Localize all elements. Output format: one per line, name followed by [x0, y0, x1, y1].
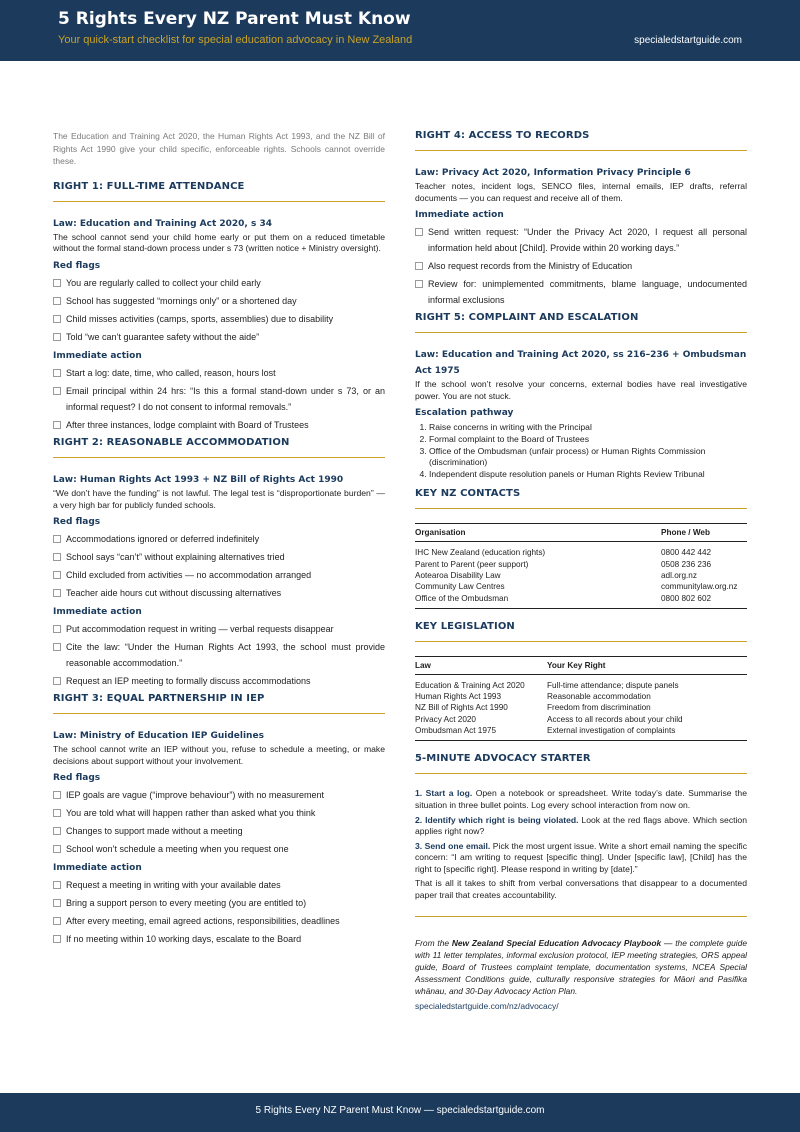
table-cell: Parent to Parent (peer support) [415, 559, 529, 569]
table-row [415, 725, 747, 741]
table-cell: Community Law Centres [415, 582, 505, 592]
checklist-item-label: Child misses activities (camps, sports, assemblies) due to disability [66, 313, 334, 324]
checkbox-icon[interactable] [53, 899, 61, 907]
checklist-item[interactable] [53, 621, 385, 637]
right-heading: RIGHT 3: EQUAL PARTNERSHIP IN IEP [53, 693, 385, 714]
table-cell: IHC New Zealand (education rights) [415, 548, 546, 558]
checkbox-icon[interactable] [53, 625, 61, 633]
checklist-item-label: Email principal within 24 hrs: “Is this a formal stand-down under s 73, or an informal request? I do not consent to informal removals.” [66, 385, 385, 412]
legislation-heading: KEY LEGISLATION [415, 621, 747, 642]
law-title: Law: Privacy Act 2020, Information Privacy Principle 6 [415, 168, 691, 178]
action-list [415, 224, 747, 308]
checklist-item-label: Told “we can’t guarantee safety without the aide” [66, 331, 260, 342]
red-flags-heading: Red flags [53, 260, 101, 271]
table-cell: Human Rights Act 1993 [415, 692, 502, 702]
checklist-item-label: School says “can’t” without explaining alternatives tried [66, 552, 285, 563]
action-heading: Immediate action [53, 607, 142, 618]
checklist-item[interactable] [53, 417, 385, 433]
page-footer [0, 1093, 800, 1132]
table-cell: Privacy Act 2020 [415, 714, 476, 724]
starter-step-text: Open a notebook or spreadsheet. Write today’s date. Summarise the situation in three bullet points. Log every school interaction from now on. [415, 788, 747, 810]
checklist-item-label: Also request records from the Ministry of Education [428, 261, 633, 272]
checklist-item-label: Changes to support made without a meeting [66, 826, 243, 837]
intro-text: The Education and Training Act 2020, the Human Rights Act 1993, and the NZ Bill of Rights Act 1990 give your child specific, enforceable rights. Schools cannot override these. [53, 131, 385, 167]
law-text: Teacher notes, incident logs, SENCO files, internal emails, IEP drafts, referral documents — you can request and receive all of them. [415, 181, 747, 203]
checkbox-icon[interactable] [53, 935, 61, 943]
checklist-item[interactable] [53, 567, 385, 583]
action-heading: Immediate action [53, 350, 142, 361]
escalation-pathway-list [415, 422, 747, 480]
checkbox-icon[interactable] [53, 677, 61, 685]
red-flags-heading: Red flags [53, 773, 101, 784]
red-flags-list [53, 531, 385, 601]
promo-text [415, 937, 747, 997]
checkbox-icon[interactable] [53, 279, 61, 287]
pathway-heading: Escalation pathway [415, 408, 514, 419]
checklist-item[interactable] [53, 365, 385, 381]
table-cell: Office of the Ombudsman [415, 593, 661, 609]
header-site-link[interactable]: specialedstartguide.com [634, 35, 742, 46]
checkbox-icon[interactable] [53, 535, 61, 543]
law-title: Law: Education and Training Act 2020, s 34 [53, 218, 273, 229]
checkbox-icon[interactable] [53, 827, 61, 835]
legislation-section [415, 621, 747, 741]
checklist-item-label: Put accommodation request in writing — verbal requests disappear [66, 624, 334, 635]
table-cell[interactable]: 0508 236 236 [661, 559, 712, 569]
checkbox-icon[interactable] [53, 369, 61, 377]
table-cell[interactable]: communitylaw.org.nz [661, 582, 738, 592]
checklist-item[interactable] [53, 805, 385, 821]
contacts-section [415, 488, 747, 608]
checkbox-icon[interactable] [415, 262, 423, 270]
table-row [415, 542, 747, 559]
checkbox-icon[interactable] [53, 791, 61, 799]
red-flags-list [53, 275, 385, 345]
checklist-item-label: Accommodations ignored or deferred indefinitely [66, 534, 260, 545]
checklist-item-label: Teacher aide hours cut without discussing alternatives [66, 588, 282, 599]
right-3-section [53, 693, 385, 947]
checklist-item[interactable] [53, 549, 385, 565]
checkbox-icon[interactable] [53, 387, 61, 395]
right-2-section [53, 437, 385, 689]
checklist-item[interactable] [415, 224, 747, 256]
table-cell: Education & Training Act 2020 [415, 680, 525, 690]
right-5-section [415, 312, 747, 480]
checkbox-icon[interactable] [53, 589, 61, 597]
checklist-item-label: After every meeting, email agreed actions, responsibilities, deadlines [66, 916, 340, 927]
checklist-item-label: School has suggested “mornings only” or a shortened day [66, 295, 297, 306]
checklist-item[interactable] [53, 841, 385, 857]
checklist-item-label: Child excluded from activities — no accommodation arranged [66, 570, 312, 581]
checklist-item-label: Review for: unimplemented commitments, blame language, undocumented informal exclusions [428, 279, 747, 306]
promo-lead: From the [415, 937, 452, 948]
checkbox-icon[interactable] [53, 881, 61, 889]
checklist-item[interactable] [53, 895, 385, 911]
checklist-item-label: If no meeting within 10 working days, escalate to the Board [66, 934, 302, 945]
starter-heading: 5-MINUTE ADVOCACY STARTER [415, 753, 747, 774]
checklist-item[interactable] [53, 383, 385, 415]
checklist-item-label: Bring a support person to every meeting (you are entitled to) [66, 898, 307, 909]
table-cell: Full-time attendance; dispute panels [547, 680, 679, 690]
promo-link[interactable]: specialedstartguide.com/nz/advocacy/ [415, 1000, 559, 1011]
advocacy-starter-section [415, 753, 747, 901]
checkbox-icon[interactable] [53, 809, 61, 817]
checklist-item[interactable] [53, 585, 385, 601]
law-text: The school cannot write an IEP without you, refuse to schedule a meeting, or make decisions about support without your involvement. [53, 744, 385, 766]
table-row [415, 702, 747, 713]
checkbox-icon[interactable] [53, 297, 61, 305]
right-heading: RIGHT 2: REASONABLE ACCOMMODATION [53, 437, 385, 458]
law-title: Law: Ministry of Education IEP Guidelines [53, 731, 264, 742]
checklist-item[interactable] [53, 329, 385, 345]
starter-step-label: 1. Start a log. [415, 788, 473, 799]
legislation-table [415, 656, 747, 741]
table-header: Law [415, 656, 547, 674]
right-heading: RIGHT 4: ACCESS TO RECORDS [415, 130, 747, 151]
checklist-item[interactable] [53, 293, 385, 309]
checklist-item[interactable] [53, 639, 385, 671]
starter-step-label: 2. Identify which right is being violated. [415, 814, 579, 825]
page-header [0, 0, 800, 61]
action-list [53, 621, 385, 689]
table-cell: Freedom from discrimination [547, 703, 651, 713]
table-cell: Ombudsman Act 1975 [415, 725, 547, 741]
table-row [415, 559, 747, 570]
checkbox-icon[interactable] [53, 845, 61, 853]
checkbox-icon[interactable] [53, 421, 61, 429]
table-cell: Aotearoa Disability Law [415, 570, 501, 580]
right-column [415, 130, 747, 1011]
checkbox-icon[interactable] [53, 571, 61, 579]
checkbox-icon[interactable] [53, 333, 61, 341]
checklist-item[interactable] [53, 931, 385, 947]
table-header: Phone / Web [661, 524, 747, 542]
checkbox-icon[interactable] [415, 280, 423, 288]
table-row [415, 691, 747, 702]
law-text: “We don’t have the funding” is not lawful. The legal test is “disproportionate burden” — a very high bar for publicly funded schools. [53, 487, 385, 510]
checklist-item-label: Cite the law: “Under the Human Rights Act 1993, the school must provide reasonable accommodation.” [66, 642, 385, 669]
table-header: Organisation [415, 524, 661, 542]
checklist-item[interactable] [53, 275, 385, 291]
action-heading: Immediate action [415, 210, 504, 221]
checklist-item[interactable] [53, 877, 385, 893]
pathway-step: 2. Formal complaint to the Board of Trustees [429, 434, 747, 446]
checklist-item-label: You are told what will happen rather than asked what you think [66, 808, 316, 819]
contacts-table [415, 523, 747, 608]
starter-step [415, 788, 747, 811]
law-title: Law: Education and Training Act 2020, ss 216–236 + Ombudsman Act 1975 [415, 350, 747, 377]
starter-step [415, 815, 747, 838]
table-cell: NZ Bill of Rights Act 1990 [415, 703, 508, 713]
right-heading: RIGHT 5: COMPLAINT AND ESCALATION [415, 312, 747, 333]
checklist-item[interactable] [53, 823, 385, 839]
table-row [415, 593, 747, 609]
checklist-item-label: School won’t schedule a meeting when you request one [66, 844, 289, 855]
promo-description: — the complete guide with 11 letter templates, informal exclusion protocol, IEP meeting strategies, ORS appeal guide, Board of Trustees complaint template, documentation systems, NCEA Special Assessment Conditions guide, culturally responsive strategies for Māori and Pasifika whānau, and 30-Day Advocacy Action Plan. [415, 937, 747, 996]
table-row [415, 570, 747, 581]
checkbox-icon[interactable] [53, 917, 61, 925]
checkbox-icon[interactable] [53, 315, 61, 323]
starter-step-text: Look at the red flags above. Which section applies right now? [415, 814, 747, 837]
checkbox-icon[interactable] [53, 553, 61, 561]
red-flags-list [53, 787, 385, 857]
table-row [415, 674, 747, 691]
right-1-section [53, 181, 385, 433]
checklist-item-label: Start a log: date, time, who called, reason, hours lost [66, 367, 276, 378]
pathway-step: 1. Raise concerns in writing with the Principal [429, 422, 747, 434]
pathway-step: 4. Independent dispute resolution panels or Human Rights Review Tribunal [429, 469, 747, 481]
law-text: If the school won’t resolve your concerns, external bodies have real investigative power. You are not stuck. [415, 379, 747, 401]
checklist-item[interactable] [415, 258, 747, 274]
checklist-item-label: After three instances, lodge complaint with Board of Trustees [66, 419, 309, 430]
right-4-section [415, 130, 747, 308]
law-text: The school cannot send your child home early or put them on a reduced timetable without the formal stand-down process under s 73 (written notice + Ministry oversight). [53, 231, 385, 254]
action-list [53, 877, 385, 947]
checklist-item-label: You are regularly called to collect your child early [66, 277, 261, 288]
checklist-item-label: Request an IEP meeting to formally discuss accommodations [66, 676, 311, 687]
contacts-heading: KEY NZ CONTACTS [415, 488, 747, 509]
table-cell: Reasonable accommodation [547, 692, 651, 702]
red-flags-heading: Red flags [53, 517, 101, 528]
checklist-item-label: Request a meeting in writing with your available dates [66, 880, 281, 891]
table-row [415, 581, 747, 592]
divider [415, 916, 747, 917]
checkbox-icon[interactable] [53, 643, 61, 651]
checklist-item-label: Send written request: “Under the Privacy Act 2020, I request all personal information held about [Child]. Provide within 20 working days.” [428, 227, 747, 254]
page-title: 5 Rights Every NZ Parent Must Know [58, 9, 411, 29]
checklist-item[interactable] [415, 276, 747, 308]
footer-text: 5 Rights Every NZ Parent Must Know — specialedstartguide.com [255, 1105, 545, 1116]
table-cell[interactable]: 0800 442 442 [661, 548, 712, 558]
starter-closing: That is all it takes to shift from verbal conversations that disappear to a documented paper trail that creates accountability. [415, 878, 747, 901]
table-cell: External investigation of complaints [547, 725, 747, 741]
table-cell[interactable]: 0800 802 602 [661, 593, 747, 609]
page-subtitle: Your quick-start checklist for special education advocacy in New Zealand [58, 34, 413, 46]
checklist-item[interactable] [53, 311, 385, 327]
table-header: Your Key Right [547, 656, 747, 674]
checklist-item[interactable] [53, 531, 385, 547]
pathway-step: 3. Office of the Ombudsman (unfair process) or Human Rights Commission (discrimination) [429, 446, 747, 469]
checklist-item[interactable] [53, 913, 385, 929]
law-title: Law: Human Rights Act 1993 + NZ Bill of Rights Act 1990 [53, 474, 344, 485]
checkbox-icon[interactable] [415, 228, 423, 236]
table-cell[interactable]: adl.org.nz [661, 570, 697, 580]
promo-book-title: New Zealand Special Education Advocacy Playbook [451, 937, 662, 948]
table-row [415, 714, 747, 725]
starter-step-text: Pick the most urgent issue. Write a short email naming the specific concern: “I am writing to request [specific thing]. Under [specific law], [Child] has the right to [specific right]. Please respond in writing by [date].” [415, 840, 747, 874]
left-column [53, 130, 385, 951]
starter-step [415, 841, 747, 876]
table-cell: Access to all records about your child [547, 714, 683, 724]
action-list [53, 365, 385, 433]
starter-step-label: 3. Send one email. [415, 840, 491, 851]
right-heading: RIGHT 1: FULL-TIME ATTENDANCE [53, 181, 385, 202]
action-heading: Immediate action [53, 863, 142, 874]
checklist-item[interactable] [53, 787, 385, 803]
checklist-item-label: IEP goals are vague (“improve behaviour”) with no measurement [66, 790, 324, 801]
checklist-item[interactable] [53, 673, 385, 689]
